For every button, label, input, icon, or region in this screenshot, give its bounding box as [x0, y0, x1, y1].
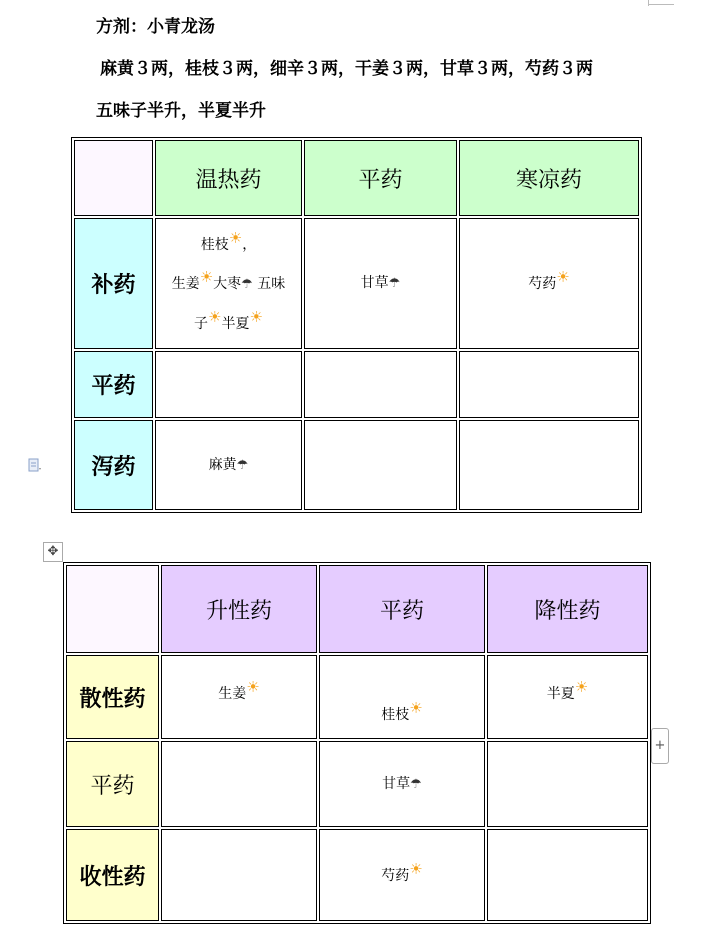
formula-ingredients-line1: 麻黄３两，桂枝３两，细辛３两，干姜３两，甘草３两，芍药３两 [100, 59, 593, 79]
table-cell [319, 829, 485, 921]
table-cell [304, 351, 457, 418]
sun-icon: ☀ [556, 268, 570, 286]
nature-table [71, 137, 642, 513]
page-corner-mark [648, 4, 674, 5]
col-header-warm: 温热药 [155, 140, 302, 216]
herb-name: 甘草 [382, 775, 411, 792]
herb-name: 桂枝 [200, 236, 229, 253]
corner-cell [74, 140, 153, 216]
col-header-descending: 降性药 [487, 565, 648, 653]
herb-name: 大枣 [213, 275, 242, 292]
table-cell [155, 218, 302, 349]
table-cell [459, 420, 639, 510]
herb-name: 芍药 [381, 867, 410, 884]
sun-icon: ☀ [574, 678, 589, 696]
herb-name: 甘草 [360, 275, 389, 291]
umbrella-icon: ☂ [388, 276, 401, 291]
table-cell [155, 420, 302, 510]
sun-icon: ☀ [409, 859, 423, 878]
sun-icon: ☀ [409, 699, 423, 717]
sun-icon: ☀ [199, 267, 214, 286]
table-cell [161, 741, 317, 827]
col-header-neutral: 平药 [304, 140, 457, 216]
herb-name: 半夏 [221, 315, 250, 332]
herb-separator: ， [242, 236, 257, 253]
herb-name: 桂枝 [381, 707, 410, 723]
herb-name: 芍药 [528, 276, 557, 292]
table-cell [319, 741, 485, 827]
table-cell [459, 218, 639, 349]
table-cell [304, 420, 457, 510]
row-header-astringing: 收性药 [66, 829, 159, 921]
document-icon[interactable] [27, 458, 41, 472]
herb-name: 生姜 [171, 275, 200, 292]
table-cell [487, 741, 648, 827]
herb-name: 生姜 [218, 686, 247, 702]
corner-cell [66, 565, 159, 653]
sun-icon: ☀ [208, 307, 222, 326]
herb-name: 五味 [252, 275, 286, 292]
sun-icon: ☀ [249, 307, 263, 326]
formula-ingredients-line2: 五味子半升，半夏半升 [96, 101, 266, 121]
table-cell [155, 351, 302, 418]
umbrella-icon: ☂ [241, 276, 253, 292]
row-header-purge: 泻药 [74, 420, 153, 510]
umbrella-icon: ☂ [410, 776, 422, 792]
table-cell [161, 655, 317, 739]
table-cell [161, 829, 317, 921]
col-header-neutral: 平药 [319, 565, 485, 653]
herb-name: 子 [194, 315, 209, 332]
table-cell [487, 655, 648, 739]
table-move-handle-icon[interactable]: ✥ [43, 542, 63, 562]
page-corner-mark [648, 0, 649, 6]
row-header-dispersing: 散性药 [66, 655, 159, 739]
umbrella-icon: ☂ [236, 457, 249, 473]
col-header-cold: 寒凉药 [459, 140, 639, 216]
sun-icon: ☀ [228, 228, 243, 247]
table-cell [304, 218, 457, 349]
table-cell [319, 655, 485, 739]
row-header-neutral: 平药 [66, 741, 159, 827]
formula-title: 方剂：小青龙汤 [96, 17, 215, 37]
herb-name: 半夏 [546, 686, 575, 702]
herb-name: 麻黄 [208, 456, 237, 473]
row-header-tonify: 补药 [74, 218, 153, 349]
table-cell [459, 351, 639, 418]
col-header-ascending: 升性药 [161, 565, 317, 653]
table-cell [487, 829, 648, 921]
direction-table [63, 562, 651, 924]
sun-icon: ☀ [246, 678, 260, 696]
add-column-button[interactable]: + [651, 728, 669, 764]
row-header-neutral: 平药 [74, 351, 153, 418]
